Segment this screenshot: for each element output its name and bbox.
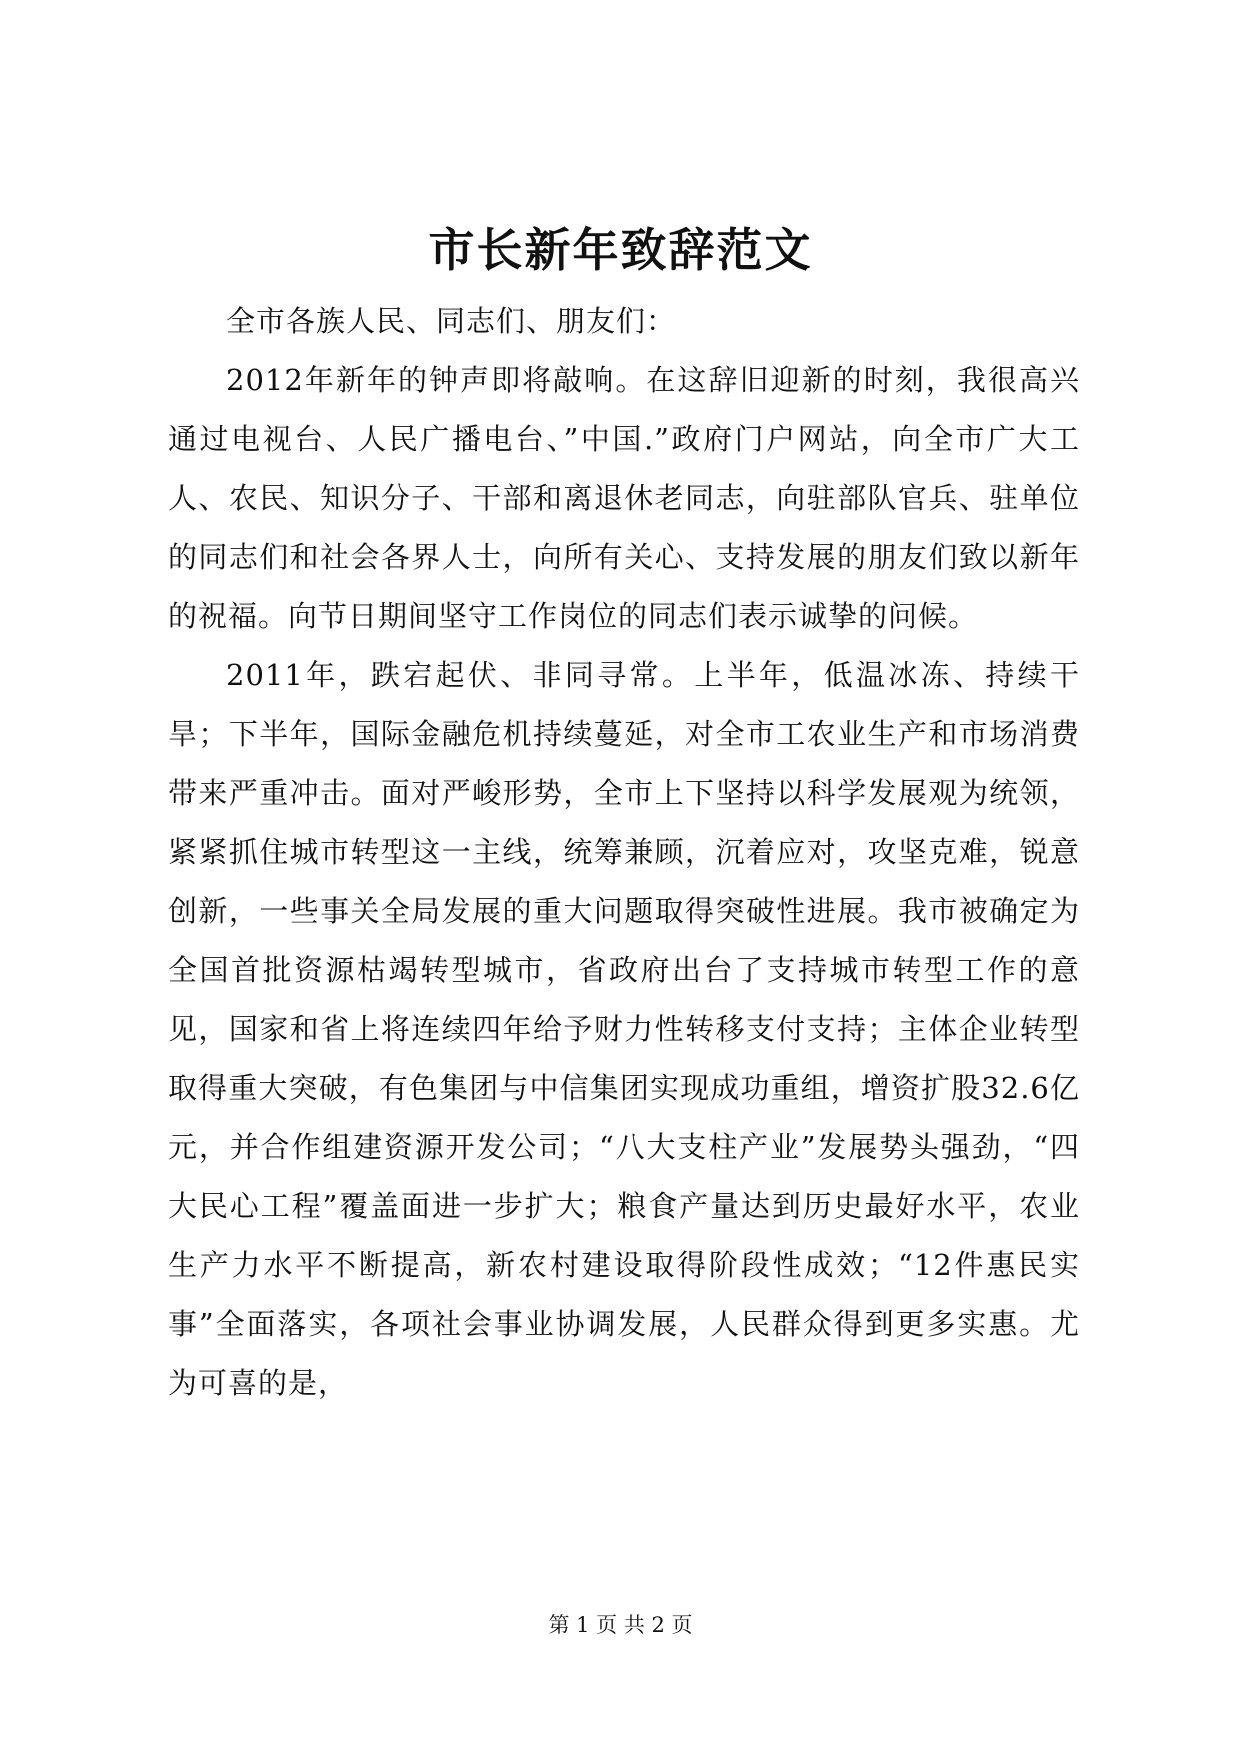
body-paragraph: 2012年新年的钟声即将敲响。在这辞旧迎新的时刻，我很高兴通过电视台、人民广播电台、”中国.”政府门户网站，向全市广大工人、农民、知识分子、干部和离退休老同志，向驻部队官兵、驻单位的同志们和社会各界人士，向所有关心、支持发展的朋友们致以新年的祝福。向节日期间坚守工作岗位的同志们表示诚挚的问候。 [168,363,1080,633]
salutation-paragraph: 全市各族人民、同志们、朋友们： [226,304,677,338]
page-footer [0,1610,1241,1640]
body-paragraph: 2011年，跌宕起伏、非同寻常。上半年，低温冰冻、持续干旱；下半年，国际金融危机持续蔓延，对全市工农业生产和市场消费带来严重冲击。面对严峻形势，全市上下坚持以科学发展观为统领，紧紧抓住城市转型这一主线，统筹兼顾，沉着应对，攻坚克难，锐意创新，一些事关全局发展的重大问题取得突破性进展。我市被确定为全国首批资源枯竭转型城市，省政府出台了支持城市转型工作的意见，国家和省上将连续四年给予财力性转移支付支持；主体企业转型取得重大突破，有色集团与中信集团实现成功重组，增资扩股32.6亿元，并合作组建资源开发公司；“八大支柱产业”发展势头强劲，“四大民心工程”覆盖面进一步扩大；粮食产量达到历史最好水平，农业生产力水平不断提高，新农村建设取得阶段性成效；“12件惠民实事”全面落实，各项社会事业协调发展，人民群众得到更多实惠。尤为可喜的是， [168,658,1080,1400]
page-number: 第 1 页 共 2 页 [548,1613,693,1637]
document-body [168,292,1080,1413]
document-title: 市长新年致辞范文 [428,223,813,277]
